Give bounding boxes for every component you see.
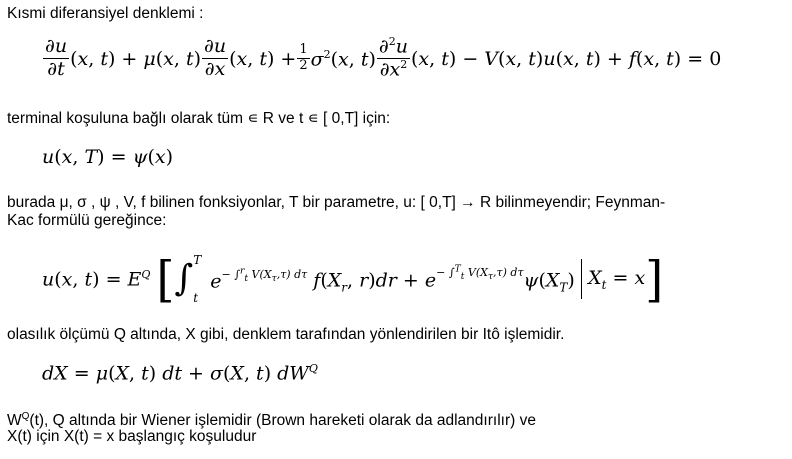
terminal-equation: u(x, T) = ψ(x): [42, 146, 174, 168]
terminal-condition-text: terminal koşuluna bağlı olarak tüm ∊ R ve t ∊ [ 0,T] için:: [7, 110, 391, 127]
pde-equation: $\frac{\partial u}{\partial t}$ (x, t) + μ(x, t) $\frac{\partial u}{\partial x}$ (x, t) + $\frac{1}{2}$ $\sigma^2(x$, t) $\frac{\partial^2u}{\partial x^2}$ (x, t) − V(x, t)u(x, t) + f(x, t) = 0: [45, 35, 722, 81]
intro-text: Kısmi diferansiyel denklemi :: [7, 5, 204, 22]
description-text-1: burada μ, σ , ψ , V, f bilinen fonksiyonlar, T bir parametre, u: [ 0,T] → R bilinmeyendir; Feynman-: [7, 194, 666, 211]
sde-equation: dX = μ(X, t) dt + σ(X, t) $dW^Q$: [42, 362, 318, 385]
ito-process-text: olasılık ölçümü Q altında, X gibi, denklem tarafından yönlendirilen bir Itô işlemidir.: [7, 326, 565, 343]
feynman-kac-equation: u(x, $t) = E^Q$ [ ∫ T t $e^{- \int^r_t V(X_\tau,\tau) d\tau}$ $f(X_r$, $r)dr + e^{- \int^T_t V(X_\tau,\tau) d\tau}\psi(X_T)$ $X_t = x$ ]: [42, 250, 664, 308]
wiener-text: $W^Q(t)$, Q altında bir Wiener işlemidir (Brown hareketi olarak da adlandırılır) ve: [7, 411, 536, 430]
initial-condition-text: X(t) için X(t) = x başlangıç koşuludur: [7, 428, 257, 445]
description-text-2: Kac formülü gereğince:: [7, 212, 167, 229]
